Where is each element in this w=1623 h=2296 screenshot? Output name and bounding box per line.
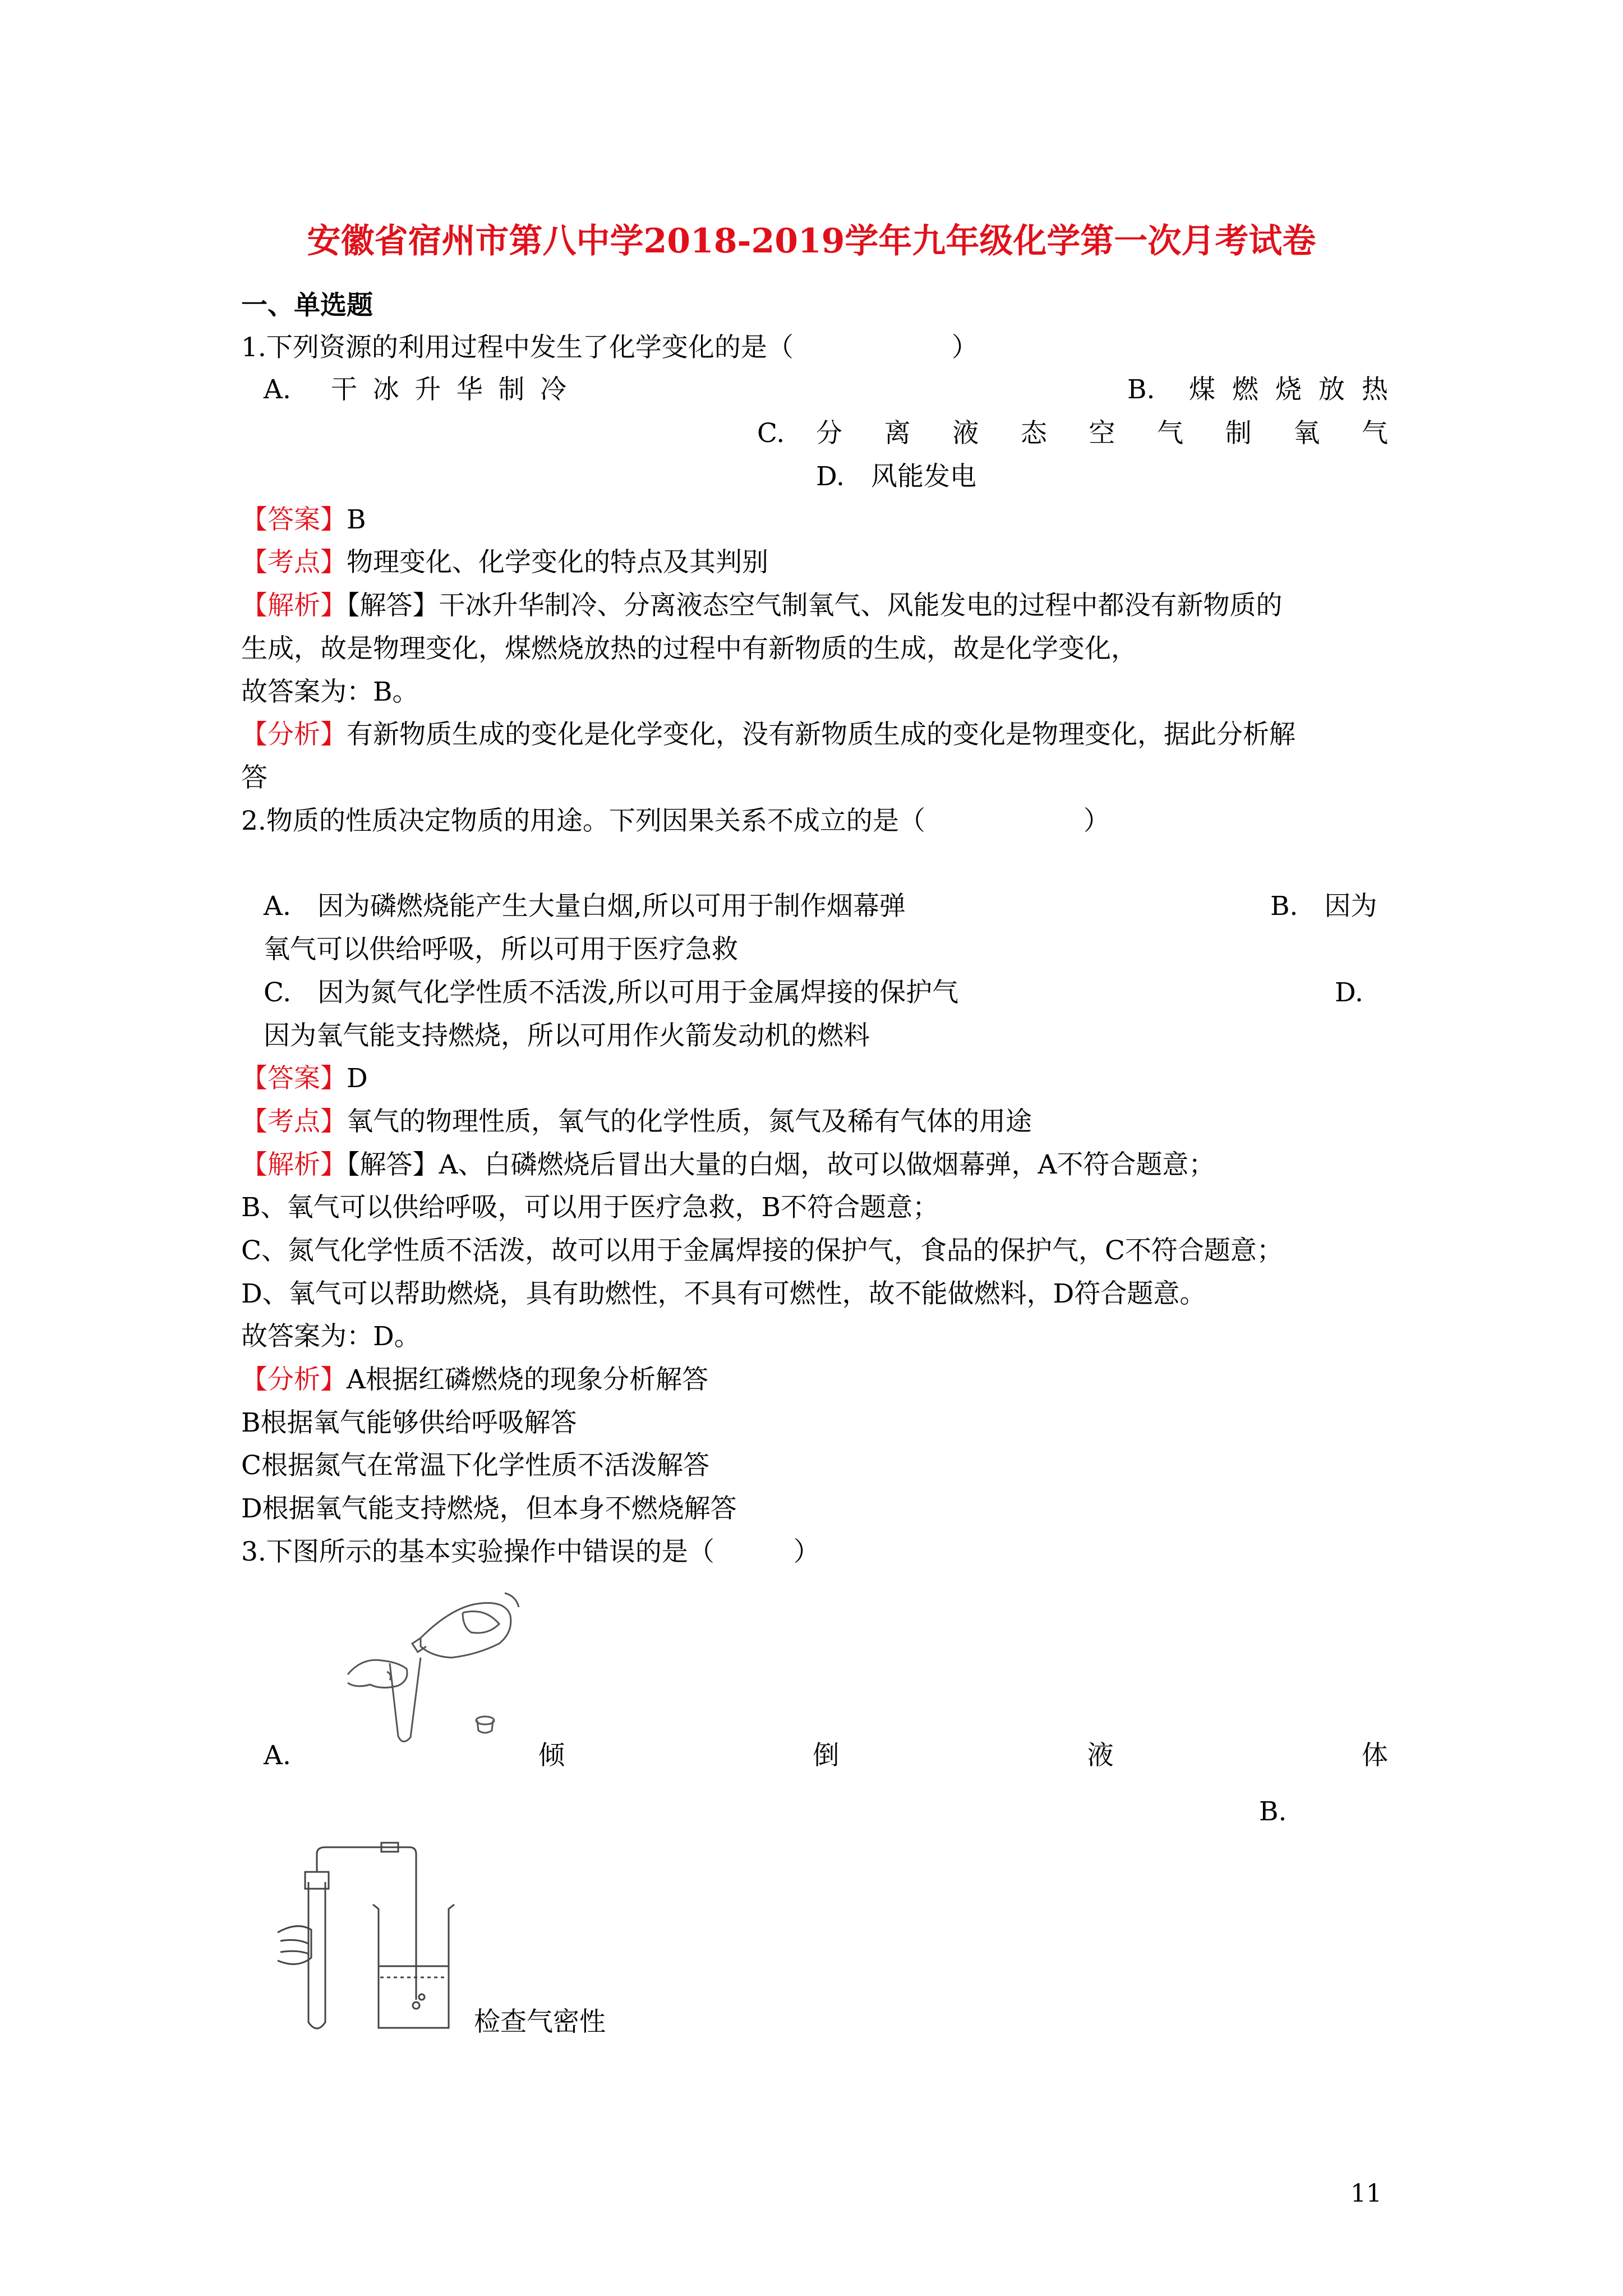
q2-option-b-label: B. 因为 <box>1270 891 1377 922</box>
q3a-char: 液 <box>1087 1740 1114 1771</box>
q1b-char: 燃 <box>1232 374 1258 405</box>
q1a-char: 冰 <box>372 374 399 405</box>
q1-analysis-line-1 <box>241 589 1283 623</box>
q1b-char: 放 <box>1318 374 1345 405</box>
fenxi-text: 有新物质生成的变化是化学变化，没有新物质生成的变化是物理变化，据此分析解 <box>347 719 1295 750</box>
q1-option-a-label: A. <box>264 374 291 405</box>
q1c-char: 态 <box>1020 418 1047 449</box>
fenxi-tag: 【分析】 <box>241 719 347 750</box>
q1-analysis-line-3: 故答案为：B。 <box>241 677 419 707</box>
q1a-char: 华 <box>456 374 483 405</box>
q2-fenxi-line-2: B根据氧气能够供给呼吸解答 <box>241 1407 577 1438</box>
q2-answer <box>241 1062 368 1096</box>
q2-option-a: A. 因为磷燃烧能产生大量白烟,所以可用于制作烟幕弹 <box>264 891 906 922</box>
pouring-liquid-figure <box>336 1590 522 1747</box>
q3-option-a-label: A. <box>264 1740 291 1771</box>
q1-option-d: D. 风能发电 <box>816 461 976 492</box>
q1-point <box>241 546 768 579</box>
q2-fenxi-line-1 <box>241 1363 708 1397</box>
q2-fenxi-line-3: C根据氮气在常温下化学性质不活泼解答 <box>241 1450 709 1481</box>
fenxi-tag: 【分析】 <box>241 1364 347 1395</box>
q2-analysis-line-1 <box>241 1148 1215 1182</box>
q2-option-c: C. 因为氮气化学性质不活泼,所以可用于金属焊接的保护气 <box>264 977 959 1008</box>
analysis-text: 【解答】A、白磷燃烧后冒出大量的白烟，故可以做烟幕弹，A不符合题意； <box>347 1149 1215 1180</box>
q3a-char: 倾 <box>538 1740 565 1771</box>
q1-option-c-label: C. <box>757 418 785 449</box>
q2-analysis-line-5: 故答案为：D。 <box>241 1321 421 1352</box>
q1a-char: 冷 <box>540 374 566 405</box>
q1-analysis-line-2: 生成，故是物理变化，煤燃烧放热的过程中有新物质的生成，故是化学变化， <box>241 633 1137 664</box>
answer-value: B <box>347 504 366 535</box>
q2-option-d-text: 因为氧气能支持燃烧，所以可用作火箭发动机的燃料 <box>264 1020 870 1051</box>
q1-option-c-text <box>816 417 1388 450</box>
section-heading: 一、单选题 <box>241 290 373 321</box>
q1c-char: 液 <box>952 418 979 449</box>
q2-analysis-line-3: C、氮气化学性质不活泼，故可以用于金属焊接的保护气，食品的保护气，C不符合题意； <box>241 1235 1283 1266</box>
page-number: 11 <box>1350 2179 1382 2208</box>
airtightness-check-figure <box>269 1837 460 2039</box>
q1b-char: 热 <box>1362 374 1388 405</box>
analysis-tag: 【解析】 <box>241 590 347 621</box>
q1-option-a-text <box>331 373 566 407</box>
q3-stem: 3.下图所示的基本实验操作中错误的是（ ） <box>241 1536 820 1567</box>
q2-analysis-line-4: D、氧气可以帮助燃烧，具有助燃性，不具有可燃性，故不能做燃料，D符合题意。 <box>241 1278 1206 1309</box>
q1c-char: 气 <box>1362 418 1388 449</box>
point-tag: 【考点】 <box>241 547 347 578</box>
q1c-char: 制 <box>1225 418 1252 449</box>
q2-option-b-text: 氧气可以供给呼吸，所以可用于医疗急救 <box>264 934 738 965</box>
q1c-char: 空 <box>1089 418 1115 449</box>
point-text: 氧气的物理性质，氧气的化学性质，氮气及稀有气体的用途 <box>347 1106 1032 1137</box>
q2-fenxi-line-4: D根据氧气能支持燃烧，但本身不燃烧解答 <box>241 1493 737 1524</box>
q2-stem: 2.物质的性质决定物质的用途。下列因果关系不成立的是（ ） <box>241 806 1110 836</box>
q1c-char: 气 <box>1157 418 1184 449</box>
answer-tag: 【答案】 <box>241 504 347 535</box>
q1c-char: 氧 <box>1293 418 1320 449</box>
q1b-char: 煤 <box>1189 374 1215 405</box>
analysis-tag: 【解析】 <box>241 1149 347 1180</box>
q3a-char: 体 <box>1361 1740 1388 1771</box>
answer-tag: 【答案】 <box>241 1063 347 1094</box>
q1a-char: 制 <box>498 374 525 405</box>
fenxi-text: A根据红磷燃烧的现象分析解答 <box>347 1364 708 1395</box>
point-tag: 【考点】 <box>241 1106 347 1137</box>
q3-option-a-text <box>538 1739 1388 1773</box>
q1-answer <box>241 503 366 537</box>
analysis-text: 【解答】干冰升华制冷、分离液态空气制氧气、风能发电的过程中都没有新物质的 <box>347 590 1283 621</box>
answer-value: D <box>347 1063 368 1094</box>
point-text: 物理变化、化学变化的特点及其判别 <box>347 547 768 578</box>
q1c-char: 分 <box>816 418 842 449</box>
q1-fenxi-line-1 <box>241 718 1295 752</box>
q2-option-d-label: D. <box>1335 977 1363 1008</box>
q2-analysis-line-2: B、氧气可以供给呼吸，可以用于医疗急救，B不符合题意； <box>241 1192 939 1223</box>
q1-stem: 1.下列资源的利用过程中发生了化学变化的是（ ） <box>241 332 978 363</box>
q3-option-b-label: B. <box>1259 1796 1287 1827</box>
q1-fenxi-line-2: 答 <box>241 762 268 793</box>
q3a-char: 倒 <box>813 1740 840 1771</box>
page-title: 安徽省宿州市第八中学2018-2019学年九年级化学第一次月考试卷 <box>307 222 1316 261</box>
q1b-char: 烧 <box>1275 374 1302 405</box>
q2-point <box>241 1105 1032 1139</box>
q3-option-b-text: 检查气密性 <box>474 2007 606 2037</box>
q1-option-b-text <box>1189 373 1388 407</box>
q1c-char: 离 <box>884 418 911 449</box>
q1a-char: 干 <box>331 374 357 405</box>
q1a-char: 升 <box>414 374 441 405</box>
q1-option-b-label: B. <box>1127 374 1155 405</box>
